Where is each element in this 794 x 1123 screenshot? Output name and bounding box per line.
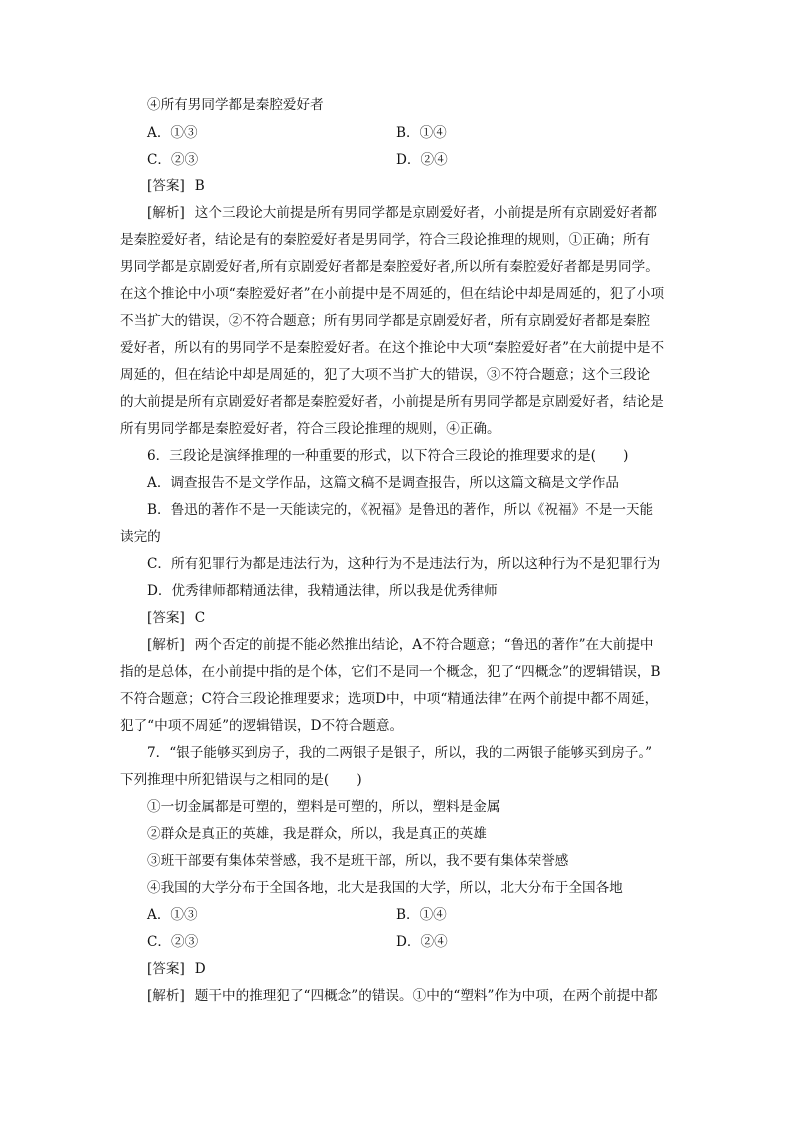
answer-tag: [答案] (147, 178, 185, 194)
q6-analysis-line: 犯了“中项不周延”的逻辑错误，D不符合题意。 (120, 718, 404, 734)
q5-analysis-line: 所有男同学都是秦腔爱好者，符合三段论推理的规则，④正确。 (120, 421, 501, 437)
answer-value: B (194, 178, 205, 194)
q7-option-c: C．②③ (147, 934, 199, 950)
q6-answer (147, 609, 205, 627)
q5-analysis-line: 的大前提是所有京剧爱好者都是秦腔爱好者，小前提是所有男同学都是京剧爱好者，结论是 (120, 394, 664, 410)
analysis-text: 两个否定的前提不能必然推出结论，A不符合题意；“鲁迅的著作”在大前提中 (194, 637, 654, 653)
answer-tag: [答案] (147, 610, 185, 626)
q5-analysis-line: 男同学都是京剧爱好者,所有京剧爱好者都是秦腔爱好者,所以所有秦腔爱好者都是男同学。 (120, 259, 659, 275)
analysis-tag: [解析] (147, 637, 185, 653)
analysis-tag: [解析] (147, 988, 185, 1004)
q6-analysis-line: 不符合题意；C符合三段论推理要求；选项D中，中项“精通法律”在两个前提中都不周延， (120, 691, 659, 707)
answer-tag: [答案] (147, 961, 185, 977)
q6-option-d: D．优秀律师都精通法律，我精通法律，所以我是优秀律师 (147, 583, 498, 599)
analysis-tag: [解析] (147, 205, 185, 221)
q7-answer (147, 960, 206, 978)
q5-analysis-line (147, 204, 657, 222)
analysis-text: 题干中的推理犯了“四概念”的错误。①中的“塑料”作为中项，在两个前提中都 (194, 988, 658, 1004)
answer-value: D (194, 961, 206, 977)
q6-stem: 6．三段论是演绎推理的一种重要的形式，以下符合三段论的推理要求的是( ) (147, 448, 629, 464)
q5-analysis-line: 爱好者，所以有的男同学不是秦腔爱好者。在这个推论中大项“秦腔爱好者”在大前提中是不 (120, 340, 665, 356)
q5-analysis-line: 在这个推论中小项“秦腔爱好者”在小前提中是不周延的，但在结论中却是周延的，犯了小项 (120, 286, 665, 302)
q5-analysis-line: 周延的，但在结论中却是周延的，犯了大项不当扩大的错误，③不符合题意；这个三段论 (120, 367, 651, 383)
q7-statement-2: ②群众是真正的英雄，我是群众，所以，我是真正的英雄 (147, 826, 487, 842)
q6-option-b-cont: 读完的 (120, 529, 161, 545)
q6-option-a: A．调查报告不是文学作品，这篇文稿不是调查报告，所以这篇文稿是文学作品 (147, 475, 620, 491)
q7-stem: 7．“银子能够买到房子，我的二两银子是银子，所以，我的二两银子能够买到房子。” (147, 745, 653, 761)
q7-option-b: B．①④ (396, 907, 447, 923)
q5-option-b: B．①④ (396, 125, 447, 141)
q6-analysis-line: 指的是总体，在小前提中指的是个体，它们不是同一个概念，犯了“四概念”的逻辑错误，B (120, 664, 661, 680)
q7-option-d: D．②④ (396, 934, 448, 950)
q5-option-d: D．②④ (396, 152, 448, 168)
q7-stem-cont: 下列推理中所犯错误与之相同的是( ) (120, 772, 362, 788)
q6-option-c: C．所有犯罪行为都是违法行为，这种行为不是违法行为，所以这种行为不是犯罪行为 (147, 556, 661, 572)
q7-analysis-line (147, 987, 658, 1005)
answer-value: C (194, 610, 206, 626)
q5-statement-4: ④所有男同学都是秦腔爱好者 (147, 97, 324, 113)
q7-statement-4: ④我国的大学分布于全国各地，北大是我国的大学，所以，北大分布于全国各地 (147, 880, 623, 896)
q7-option-a: A．①③ (147, 907, 198, 923)
q5-option-a: A．①③ (147, 125, 198, 141)
q5-answer (147, 177, 205, 195)
q6-analysis-line (147, 636, 654, 654)
q7-statement-1: ①一切金属都是可塑的，塑料是可塑的，所以，塑料是金属 (147, 799, 501, 815)
q6-option-b: B．鲁迅的著作不是一天能读完的，《祝福》是鲁迅的著作，所以《祝福》不是一天能 (147, 502, 654, 518)
q5-option-c: C．②③ (147, 152, 199, 168)
analysis-text: 这个三段论大前提是所有男同学都是京剧爱好者，小前提是所有京剧爱好者都 (194, 205, 657, 221)
q5-analysis-line: 不当扩大的错误，②不符合题意；所有男同学都是京剧爱好者，所有京剧爱好者都是秦腔 (120, 313, 651, 329)
q5-analysis-line: 是秦腔爱好者，结论是有的秦腔爱好者是男同学，符合三段论推理的规则，①正确；所有 (120, 232, 651, 248)
q7-statement-3: ③班干部要有集体荣誉感，我不是班干部，所以，我不要有集体荣誉感 (147, 853, 569, 869)
